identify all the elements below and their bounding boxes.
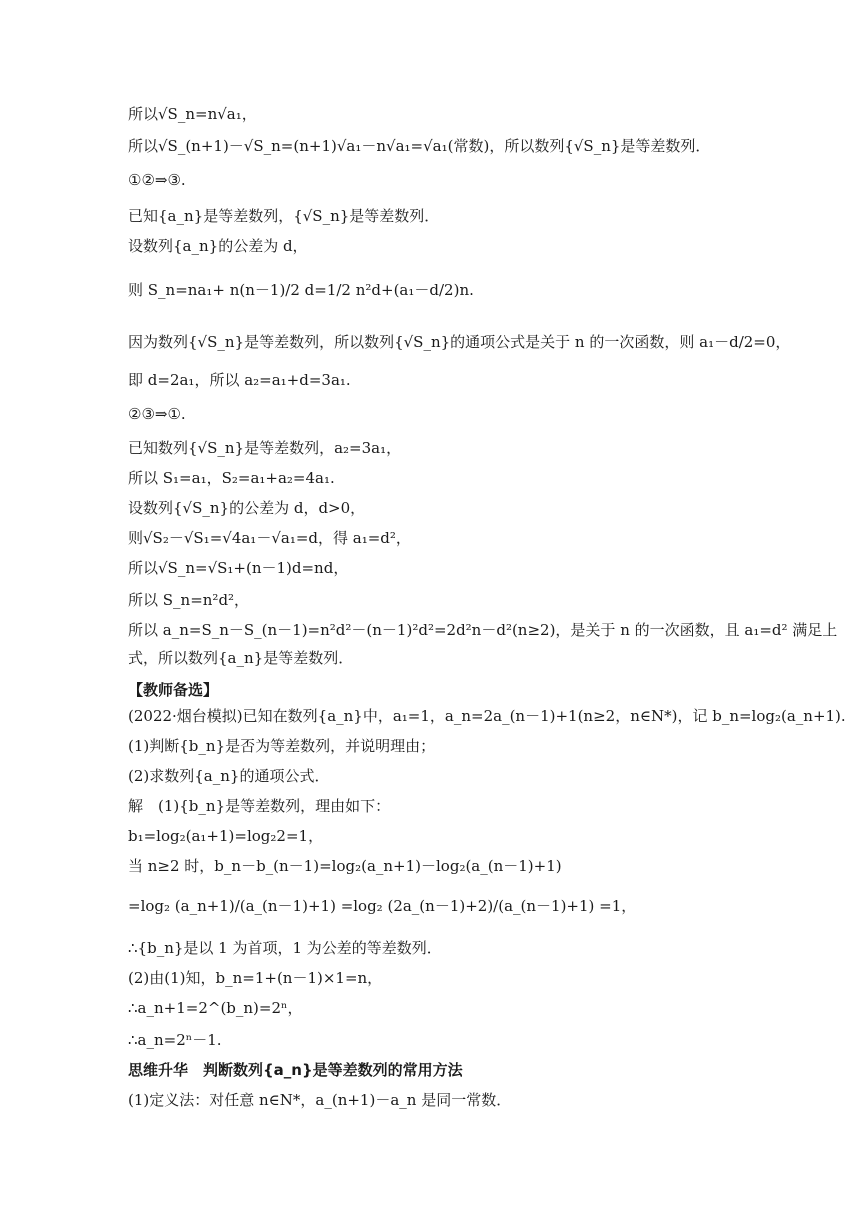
text-line: 所以 a_n=S_n－S_(n－1)=n²d²－(n－1)²d²=2d²n－d²(n≥2)，是关于 n 的一次函数，且 a₁=d² 满足上 [128,621,838,639]
text-line: =log₂ (a_n+1)/(a_(n－1)+1) =log₂ (2a_(n－1)+2)/(a_(n－1)+1) =1， [128,897,637,915]
text-line: 所以√S_(n+1)－√S_n=(n+1)√a₁－n√a₁=√a₁(常数)，所以数列{√S_n}是等差数列． [128,137,711,155]
text-line: 已知数列{√S_n}是等差数列，a₂=3a₁， [128,439,402,457]
text-line: 设数列{a_n}的公差为 d， [128,237,308,255]
text-line: ②③⇒①. [128,405,186,423]
text-line: b₁=log₂(a₁+1)=log₂2=1， [128,827,324,845]
text-line: (2022·烟台模拟)已知在数列{a_n}中，a₁=1，a_n=2a_(n－1)+1(n≥2，n∈N*)，记 b_n=log₂(a_n+1). [128,707,846,725]
section-heading-thinking: 思维升华 判断数列{a_n}是等差数列的常用方法 [128,1061,463,1079]
text-line: 即 d=2a₁，所以 a₂=a₁+d=3a₁. [128,371,351,389]
section-heading-teacher: 【教师备选】 [128,681,219,699]
text-line: 当 n≥2 时，b_n－b_(n－1)=log₂(a_n+1)－log₂(a_(n－1)+1) [128,857,562,875]
text-line: 所以√S_n=n√a₁， [128,105,257,123]
text-line: 所以 S_n=n²d²， [128,591,250,609]
text-line: 设数列{√S_n}的公差为 d，d>0， [128,499,366,517]
text-line: 解 (1){b_n}是等差数列，理由如下： [128,797,391,815]
text-line: ∴a_n+1=2^(b_n)=2ⁿ， [128,999,303,1017]
text-line: ∴{b_n}是以 1 为首项，1 为公差的等差数列． [128,939,442,957]
text-line: (1)判断{b_n}是否为等差数列，并说明理由； [128,737,436,755]
text-line: 因为数列{√S_n}是等差数列，所以数列{√S_n}的通项公式是关于 n 的一次函数，则 a₁－d/2=0， [128,333,791,351]
text-line: 式，所以数列{a_n}是等差数列． [128,649,354,667]
text-line: (2)求数列{a_n}的通项公式． [128,767,330,785]
text-line: 所以 S₁=a₁，S₂=a₁+a₂=4a₁. [128,469,335,487]
text-line: 已知{a_n}是等差数列，{√S_n}是等差数列． [128,207,440,225]
text-line: ①②⇒③. [128,171,186,189]
text-line: (1)定义法：对任意 n∈N*，a_(n+1)－a_n 是同一常数． [128,1091,512,1109]
text-line: 则 S_n=na₁+ n(n－1)/2 d=1/2 n²d+(a₁－d/2)n. [128,281,474,299]
text-line: 则√S₂－√S₁=√4a₁－√a₁=d，得 a₁=d²， [128,529,411,547]
text-line: ∴a_n=2ⁿ－1. [128,1031,222,1049]
text-line: (2)由(1)知，b_n=1+(n－1)×1=n， [128,969,383,987]
text-line: 所以√S_n=√S₁+(n－1)d=nd， [128,559,349,577]
